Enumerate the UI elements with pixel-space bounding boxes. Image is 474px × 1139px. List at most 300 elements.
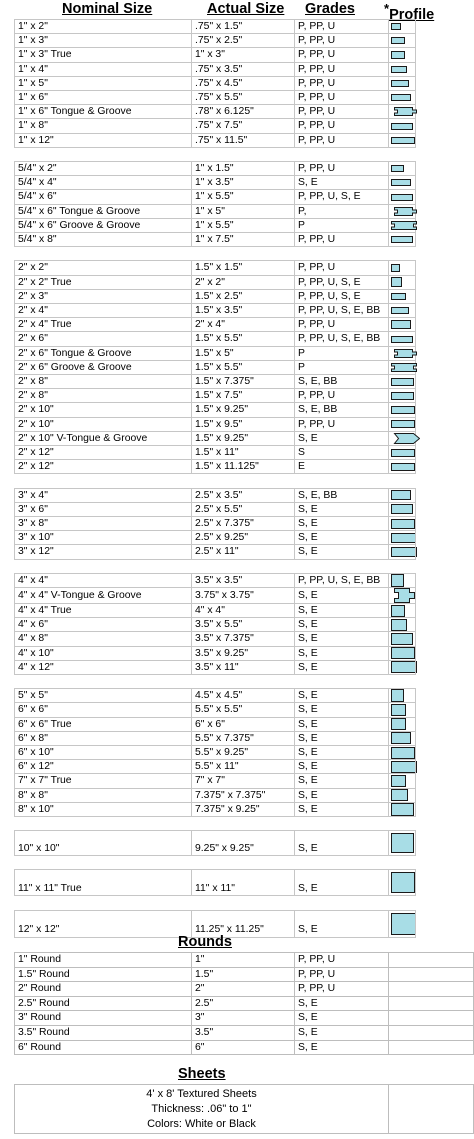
spacer-cell [389,247,416,261]
table-row [15,318,416,332]
spacer-cell [15,896,192,910]
rounds-table-body [15,953,474,1055]
cell-profile [389,588,416,604]
cell-grades: S, E [295,1040,389,1055]
cell-actual: 7" x 7" [192,774,295,788]
cell-grades: P, PP, U [295,953,389,968]
cell-profile [389,488,416,502]
cell-profile [389,910,416,937]
profile-rect-icon [391,803,414,816]
cell-nominal: 5/4" x 6" Tongue & Groove [15,204,192,218]
cell-actual: .75" x 2.5" [192,34,295,48]
cell-actual: 1" x 3" [192,48,295,62]
cell-nominal: 6" x 12" [15,760,192,774]
profile-rect-icon [391,194,413,201]
cell-nominal: 3" x 10" [15,531,192,545]
profile-rect-icon [391,718,406,730]
profile-rect-icon [391,775,406,787]
cell-grades: P, PP, U [295,76,389,90]
spacer-cell [389,675,416,689]
cell-grades: P, PP, U [295,417,389,431]
header-actual-size: Actual Size [207,1,285,17]
cell-profile [389,275,416,289]
cell-profile [389,531,416,545]
cell-grades: S, E [295,517,389,531]
cell-actual: 1.5" x 7.375" [192,375,295,389]
cell-nominal: 3" Round [15,1011,192,1026]
group-spacer-row [15,147,416,161]
header-profile [384,0,435,23]
profile-tongue-groove-icon [391,207,417,216]
cell-nominal: 6" x 10" [15,746,192,760]
table-row [15,261,416,275]
cell-nominal: 10" x 10" [15,831,192,856]
table-row [15,802,416,816]
spacer-cell [295,474,389,488]
cell-profile [389,517,416,531]
cell-nominal: 2" x 10" [15,403,192,417]
cell-grades: S, E [295,502,389,516]
cell-nominal: 4" x 4" True [15,604,192,618]
spacer-cell [15,147,192,161]
cell-nominal: 5/4" x 6" [15,190,192,204]
cell-grades: P, PP, U [295,34,389,48]
table-row [15,660,416,674]
cell-nominal: 2" x 6" Groove & Groove [15,360,192,374]
cell-nominal: 2" x 6" Tongue & Groove [15,346,192,360]
cell-profile [389,573,416,587]
cell-actual: 1.5" x 1.5" [192,261,295,275]
cell-nominal: 6" x 8" [15,731,192,745]
cell-actual: .75" x 1.5" [192,20,295,34]
rounds-title: Rounds [178,934,232,950]
cell-actual: 2.5" [192,996,295,1011]
cell-actual: 3.5" x 5.5" [192,618,295,632]
table-row [15,460,416,474]
table-row [15,233,416,247]
profile-asterisk: * [384,1,390,16]
cell-profile [389,162,416,176]
cell-grades: P, PP, U, S, E, BB [295,332,389,346]
cell-profile [389,318,416,332]
cell-profile [389,746,416,760]
profile-rect-icon [391,533,416,543]
cell-grades: S, E [295,760,389,774]
cell-grades: P, PP, U [295,119,389,133]
cell-profile [389,403,416,417]
cell-actual: .75" x 5.5" [192,91,295,105]
cell-grades: S, E [295,731,389,745]
profile-rect-icon [391,236,413,243]
cell-profile [389,996,474,1011]
cell-actual: 7.375" x 9.25" [192,802,295,816]
cell-actual: 11.25" x 11.25" [192,910,295,937]
cell-grades: S, E [295,996,389,1011]
cell-grades: P, PP, U [295,233,389,247]
cell-grades: S, E [295,531,389,545]
profile-rect-icon [391,872,415,893]
cell-actual: 5.5" x 9.25" [192,746,295,760]
spacer-cell [192,817,295,831]
cell-profile [389,831,416,856]
table-row [15,190,416,204]
cell-actual: 4" x 4" [192,604,295,618]
table-row [15,218,416,232]
table-row [15,162,416,176]
cell-nominal: 2.5" Round [15,996,192,1011]
rounds-table [14,952,474,1055]
profile-rect-icon [391,165,404,172]
cell-nominal: 2" x 4" True [15,318,192,332]
group-spacer-row [15,559,416,573]
cell-actual: 1" [192,953,295,968]
cell-profile [389,1040,474,1055]
cell-grades: S, E [295,618,389,632]
rounds-row [15,953,474,968]
cell-nominal: 1" x 6" Tongue & Groove [15,105,192,119]
cell-actual: .75" x 3.5" [192,62,295,76]
profile-rect-icon [391,420,415,428]
cell-grades: P, PP, U [295,389,389,403]
cell-grades: S, E [295,717,389,731]
cell-grades: S, E, BB [295,375,389,389]
cell-profile [389,446,416,460]
cell-grades: S, E [295,604,389,618]
group-spacer-row [15,675,416,689]
cell-grades: S, E, BB [295,403,389,417]
cell-grades: P, [295,204,389,218]
profile-rect-icon [391,179,411,186]
cell-grades: P, PP, U [295,105,389,119]
cell-nominal: 4" x 8" [15,632,192,646]
table-row [15,105,416,119]
table-row [15,91,416,105]
cell-nominal: 1" x 8" [15,119,192,133]
table-row [15,774,416,788]
cell-nominal: 2" x 2" True [15,275,192,289]
cell-actual: .75" x 11.5" [192,133,295,147]
cell-actual: 1" x 1.5" [192,162,295,176]
cell-profile [389,105,416,119]
profile-rect-icon [391,647,415,659]
cell-profile [389,389,416,403]
sheets-line: Thickness: .06" to 1" [151,1102,252,1115]
profile-rect-icon [391,747,415,759]
cell-actual: 4.5" x 4.5" [192,689,295,703]
cell-nominal: 2" x 10" [15,417,192,431]
cell-profile [389,953,474,968]
cell-profile [389,417,416,431]
cell-actual: 1.5" x 3.5" [192,304,295,318]
table-row [15,76,416,90]
cell-profile [389,204,416,218]
sheets-profile-cell [389,1085,474,1134]
table-row [15,502,416,516]
cell-profile [389,967,474,982]
sheets-title: Sheets [178,1066,226,1082]
table-row [15,304,416,318]
cell-nominal: 1.5" Round [15,967,192,982]
cell-profile [389,304,416,318]
cell-nominal: 3" x 8" [15,517,192,531]
profile-rect-icon [391,619,407,631]
table-row [15,62,416,76]
cell-actual: 5.5" x 5.5" [192,703,295,717]
cell-grades: S, E [295,545,389,559]
cell-profile [389,689,416,703]
profile-rect-icon [391,123,413,130]
profile-rect-icon [391,264,400,272]
cell-nominal: 5" x 5" [15,689,192,703]
cell-actual: 2" x 4" [192,318,295,332]
cell-actual: 5.5" x 11" [192,760,295,774]
spacer-cell [192,247,295,261]
cell-nominal: 2" x 8" [15,389,192,403]
profile-rect-icon [391,80,409,87]
cell-actual: 7.375" x 7.375" [192,788,295,802]
cell-actual: 1.5" x 7.5" [192,389,295,403]
cell-grades: S, E [295,588,389,604]
cell-profile [389,646,416,660]
table-row [15,531,416,545]
cell-grades: S, E [295,176,389,190]
cell-profile [389,632,416,646]
profile-rect-icon [391,633,413,645]
lumber-size-table [14,19,416,938]
cell-grades: P, PP, U, S, E [295,289,389,303]
table-row [15,618,416,632]
cell-grades: S, E [295,746,389,760]
cell-actual: 6" [192,1040,295,1055]
profile-rect-icon [391,37,405,44]
spacer-cell [389,896,416,910]
cell-nominal: 5/4" x 2" [15,162,192,176]
cell-actual: 1.5" x 9.25" [192,431,295,445]
rounds-row [15,967,474,982]
table-row [15,831,416,856]
cell-actual: 11" x 11" [192,870,295,896]
spacer-cell [295,147,389,161]
cell-grades: S, E [295,774,389,788]
spacer-cell [389,817,416,831]
table-row [15,689,416,703]
cell-profile [389,34,416,48]
rounds-row [15,1040,474,1055]
cell-profile [389,604,416,618]
cell-grades: P, PP, U, S, E, BB [295,304,389,318]
profile-rect-icon [391,336,413,343]
cell-grades: P, PP, U [295,20,389,34]
table-row [15,488,416,502]
cell-profile [389,1011,474,1026]
spacer-cell [389,559,416,573]
cell-grades: S, E [295,788,389,802]
cell-grades: S, E [295,646,389,660]
spacer-cell [295,817,389,831]
cell-grades: P, PP, U [295,318,389,332]
group-spacer-row [15,817,416,831]
cell-actual: 2.5" x 5.5" [192,502,295,516]
cell-grades: S, E [295,831,389,856]
cell-actual: 1.5" x 9.25" [192,403,295,417]
cell-nominal: 4" x 12" [15,660,192,674]
cell-nominal: 2" x 2" [15,261,192,275]
cell-profile [389,870,416,896]
profile-rect-icon [391,761,417,773]
cell-actual: 3.5" x 3.5" [192,573,295,587]
spacer-cell [192,474,295,488]
profile-rect-icon [391,449,415,457]
spacer-cell [15,856,192,870]
cell-grades: P, PP, U [295,62,389,76]
cell-nominal: 1" x 6" [15,91,192,105]
table-row [15,573,416,587]
cell-grades: S, E [295,632,389,646]
table-row [15,34,416,48]
table-row [15,746,416,760]
profile-groove-groove-icon [391,221,417,230]
cell-nominal: 1" x 3" [15,34,192,48]
cell-grades: S, E [295,703,389,717]
profile-rect-icon [391,277,402,287]
cell-nominal: 1" x 2" [15,20,192,34]
cell-grades: P, PP, U [295,91,389,105]
cell-nominal: 11" x 11" True [15,870,192,896]
cell-profile [389,502,416,516]
table-row [15,20,416,34]
cell-grades: P [295,346,389,360]
table-row [15,517,416,531]
cell-nominal: 2" Round [15,982,192,997]
profile-rect-icon [391,913,416,935]
table-row [15,604,416,618]
profile-rect-icon [391,661,417,673]
sheets-line: Colors: White or Black [147,1117,256,1130]
table-row [15,788,416,802]
profile-v-tongue-groove-icon [391,588,415,603]
cell-grades: S, E [295,1011,389,1026]
cell-grades: E [295,460,389,474]
cell-nominal: 6" x 6" [15,703,192,717]
spacer-cell [192,147,295,161]
cell-nominal: 2" x 10" V-Tongue & Groove [15,431,192,445]
cell-grades: P [295,218,389,232]
group-spacer-row [15,856,416,870]
cell-profile [389,190,416,204]
cell-grades: P, PP, U [295,261,389,275]
profile-groove-groove-icon [391,363,417,372]
cell-profile [389,48,416,62]
cell-actual: 1.5" x 5.5" [192,360,295,374]
rounds-row [15,982,474,997]
cell-profile [389,774,416,788]
sheets-table [14,1084,474,1134]
cell-profile [389,360,416,374]
cell-profile [389,618,416,632]
cell-actual: 2" x 2" [192,275,295,289]
profile-rect-icon [391,490,411,500]
spacer-cell [192,559,295,573]
cell-profile [389,788,416,802]
cell-nominal: 12" x 12" [15,910,192,937]
profile-tongue-groove-icon [391,107,417,116]
profile-rect-icon [391,51,405,59]
table-row [15,176,416,190]
cell-grades: P, PP, U [295,967,389,982]
cell-profile [389,375,416,389]
table-row [15,48,416,62]
table-row [15,360,416,374]
cell-nominal: 3" x 12" [15,545,192,559]
cell-profile [389,717,416,731]
table-row [15,760,416,774]
group-spacer-row [15,896,416,910]
group-spacer-row [15,247,416,261]
cell-profile [389,346,416,360]
cell-nominal: 8" x 8" [15,788,192,802]
cell-profile [389,119,416,133]
cell-nominal: 5/4" x 6" Groove & Groove [15,218,192,232]
profile-tongue-groove-icon [391,349,417,358]
cell-actual: 1.5" [192,967,295,982]
table-row [15,275,416,289]
spacer-cell [295,896,389,910]
cell-profile [389,289,416,303]
table-row [15,346,416,360]
table-row [15,446,416,460]
cell-profile [389,233,416,247]
cell-nominal: 5/4" x 8" [15,233,192,247]
rounds-row [15,1011,474,1026]
cell-grades: P, PP, U, S, E [295,190,389,204]
spacer-cell [389,474,416,488]
group-spacer-row [15,474,416,488]
profile-rect-icon [391,519,415,529]
table-row [15,403,416,417]
table-row [15,870,416,896]
cell-nominal: 1" x 12" [15,133,192,147]
cell-nominal: 4" x 6" [15,618,192,632]
header-nominal-size: Nominal Size [62,1,153,17]
spacer-cell [389,856,416,870]
cell-nominal: 2" x 12" [15,460,192,474]
cell-nominal: 2" x 3" [15,289,192,303]
cell-grades: S, E [295,660,389,674]
lumber-size-table-body [15,20,416,938]
profile-rect-icon [391,66,407,73]
spacer-cell [295,247,389,261]
spacer-cell [295,675,389,689]
cell-nominal: 6" Round [15,1040,192,1055]
cell-nominal: 5/4" x 4" [15,176,192,190]
table-row [15,717,416,731]
table-row [15,646,416,660]
table-row [15,417,416,431]
cell-nominal: 4" x 4" V-Tongue & Groove [15,588,192,604]
rounds-row [15,996,474,1011]
spacer-cell [295,856,389,870]
profile-v-tongue-groove-icon [391,433,420,444]
table-row [15,588,416,604]
cell-actual: 3.5" x 11" [192,660,295,674]
header-grades: Grades [305,1,355,17]
cell-grades: P, PP, U, S, E [295,275,389,289]
table-row [15,375,416,389]
cell-actual: 1" x 5.5" [192,218,295,232]
profile-rect-icon [391,833,414,853]
cell-nominal: 1" x 5" [15,76,192,90]
cell-grades: P [295,360,389,374]
